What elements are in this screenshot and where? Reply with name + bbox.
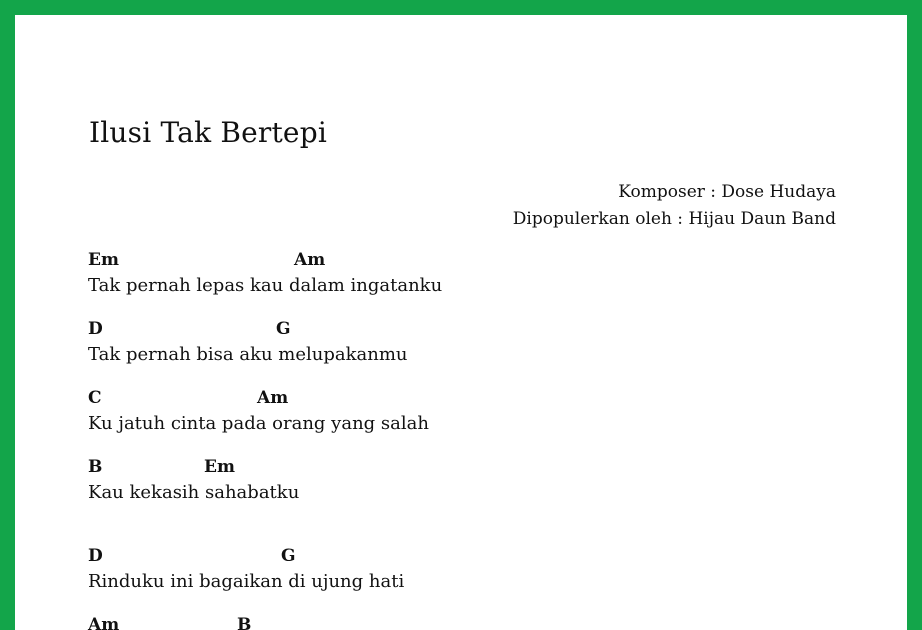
- chord: Em: [204, 457, 235, 477]
- chord: B: [88, 457, 103, 477]
- lyric-block: [88, 250, 848, 306]
- lyric-line: Kau kekasih sahabatku: [88, 482, 300, 503]
- lyric-line: Ku jatuh cinta pada orang yang salah: [88, 413, 429, 434]
- composer-line: Komposer : Dose Hudaya: [618, 182, 836, 202]
- chord: B: [237, 615, 252, 630]
- chord: Am: [88, 615, 120, 630]
- chord: C: [88, 388, 102, 408]
- chord: Em: [88, 250, 119, 270]
- chord: G: [281, 546, 296, 566]
- chord: Am: [257, 388, 289, 408]
- song-title: Ilusi Tak Bertepi: [89, 116, 327, 149]
- lyric-line: Rinduku ini bagaikan di ujung hati: [88, 571, 405, 592]
- song-sheet: [15, 15, 907, 630]
- chord: G: [276, 319, 291, 339]
- lyric-block: [88, 319, 848, 375]
- lyric-line: Tak pernah lepas kau dalam ingatanku: [88, 275, 443, 296]
- lyric-block: [88, 546, 848, 602]
- lyric-block: [88, 457, 848, 513]
- chord: D: [88, 319, 103, 339]
- chord: Am: [294, 250, 326, 270]
- popularized-by-line: Dipopulerkan oleh : Hijau Daun Band: [512, 209, 836, 229]
- song-credits: [513, 179, 836, 233]
- chord: D: [88, 546, 103, 566]
- lyric-block: [88, 615, 848, 630]
- lyric-line: Tak pernah bisa aku melupakanmu: [88, 344, 408, 365]
- lyric-block: [88, 388, 848, 444]
